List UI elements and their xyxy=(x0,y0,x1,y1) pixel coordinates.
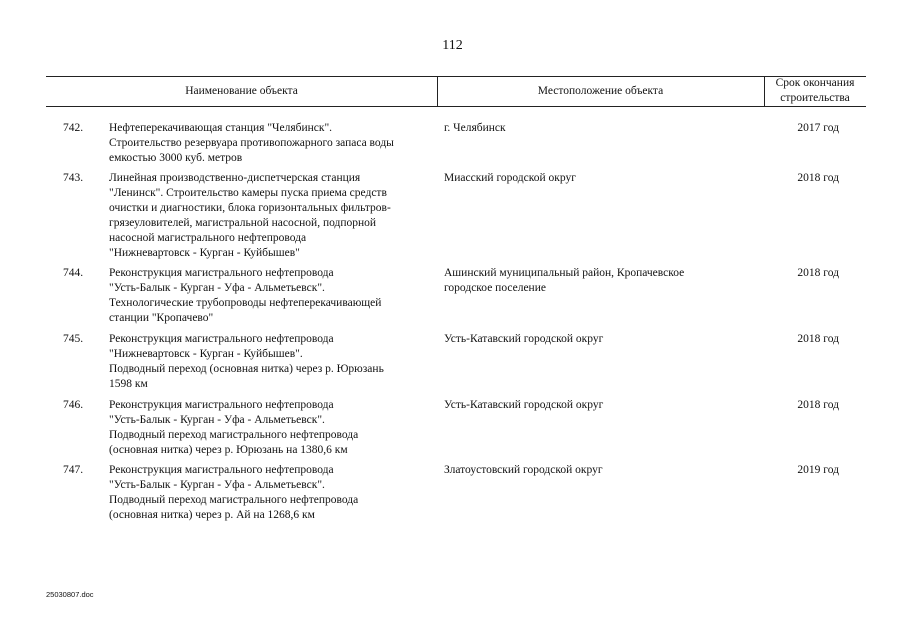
row-number: 743. xyxy=(63,172,84,184)
object-name: Реконструкция магистрального нефтепровода "Усть-Балык - Курган - Уфа - Альметьевск". Технологические трубопроводы нефтеперекачивающей станции "Кропачево" xyxy=(109,267,382,324)
object-name: Реконструкция магистрального нефтепровода "Усть-Балык - Курган - Уфа - Альметьевск". Подводный переход магистрального нефтепровода (основная нитка) через р. Юрюзань на 1380,6 км xyxy=(109,399,359,456)
column-header-deadline-line1: Срок окончания xyxy=(775,77,855,89)
row-number: 746. xyxy=(63,399,84,411)
completion-year: 2019 год xyxy=(797,464,839,476)
object-location: Миасский городской округ xyxy=(444,172,576,184)
column-header-deadline-line2: строительства xyxy=(780,92,850,104)
row-number: 744. xyxy=(63,267,84,279)
page-number: 112 xyxy=(442,38,463,53)
object-location: Усть-Катавский городской округ xyxy=(444,333,604,345)
object-name: Реконструкция магистрального нефтепровода "Нижневартовск - Курган - Куйбышев". Подводный переход (основная нитка) через р. Юрюзань 1598 км xyxy=(109,333,384,390)
column-header-name: Наименование объекта xyxy=(185,85,298,97)
completion-year: 2018 год xyxy=(797,267,839,279)
column-header-location: Местоположение объекта xyxy=(537,85,664,97)
row-number: 745. xyxy=(63,333,84,345)
row-number: 742. xyxy=(63,122,84,134)
object-location: г. Челябинск xyxy=(444,122,506,134)
object-location: Ашинский муниципальный район, Кропачевское городское поселение xyxy=(444,267,685,294)
column-header-deadline xyxy=(764,76,866,106)
document-filename: 25030807.doc xyxy=(46,590,94,599)
completion-year: 2018 год xyxy=(797,172,839,184)
header-bottom-rule xyxy=(46,106,866,107)
completion-year: 2018 год xyxy=(797,399,839,411)
object-location: Златоустовский городской округ xyxy=(444,464,603,476)
row-number: 747. xyxy=(63,464,84,476)
object-name: Реконструкция магистрального нефтепровода "Усть-Балык - Курган - Уфа - Альметьевск". Подводный переход магистрального нефтепровода (основная нитка) через р. Ай на 1268,6 км xyxy=(109,464,359,521)
completion-year: 2018 год xyxy=(797,333,839,345)
header-top-rule xyxy=(46,76,866,77)
completion-year: 2017 год xyxy=(797,122,839,134)
object-location: Усть-Катавский городской округ xyxy=(444,399,604,411)
object-name: Линейная производственно-диспетчерская станция "Ленинск". Строительство камеры пуска приема средств очистки и диагностики, блока горизонтальных фильтров- грязеуловителей, магистральной насосной, подпорной насосной магистрального нефтепровода "Нижневартовск - Курган - Куйбышев" xyxy=(109,172,391,259)
object-name: Нефтеперекачивающая станция "Челябинск". Строительство резервуара противопожарного запаса воды емкостью 3000 куб. метров xyxy=(109,122,394,164)
